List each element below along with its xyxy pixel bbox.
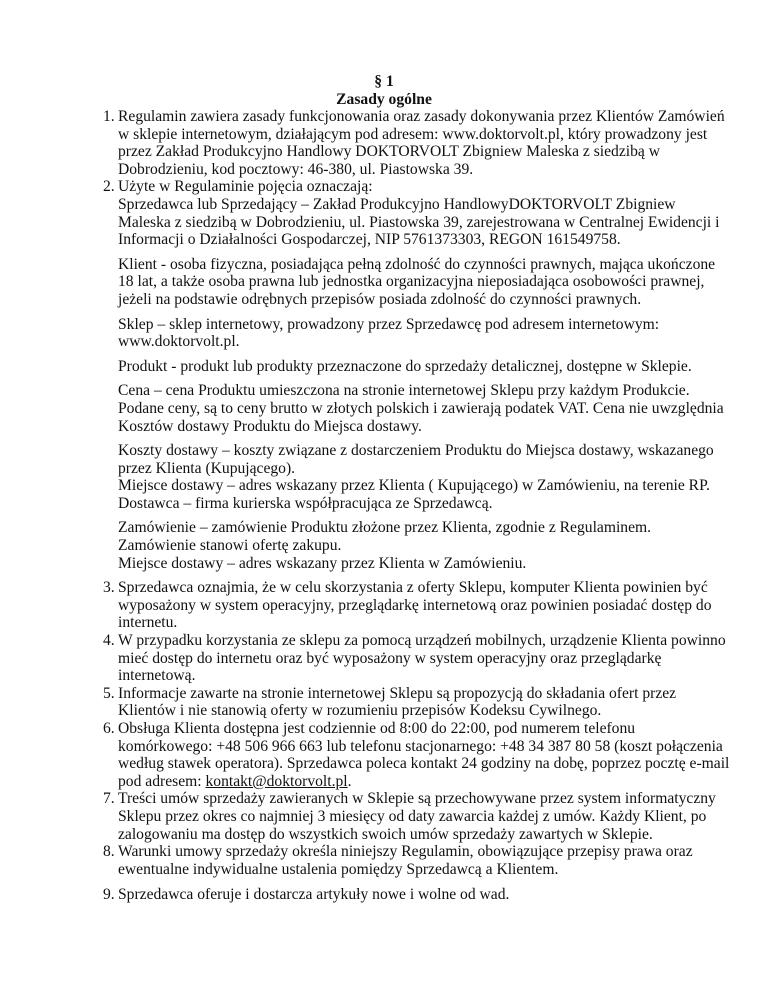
rule-number: 4. bbox=[103, 632, 115, 650]
rule-item-7 bbox=[0, 790, 730, 843]
rule-number: 8. bbox=[103, 843, 115, 861]
definition-shop: Sklep – sklep internetowy, prowadzony przez Sprzedawcę pod adresem internetowym: www.doktorvolt.pl. bbox=[118, 315, 660, 351]
rule-item-4 bbox=[0, 632, 730, 685]
rule-text: Treści umów sprzedaży zawieranych w Sklepie są przechowywane przez system informatyczny Sklepu przez okres co najmniej 3 miesięcy od daty zawarcia każdej z umów. Każdy Klient, po zalogowaniu ma dostęp do wszystkich swoich umów sprzedaży zawartych w Sklepie. bbox=[118, 790, 716, 843]
rule-item-8 bbox=[0, 843, 730, 878]
rule-number: 1. bbox=[103, 108, 115, 125]
rule-number: 9. bbox=[103, 886, 115, 904]
definition-product: Produkt - produkt lub produkty przeznaczone do sprzedaży detalicznej, dostępne w Sklepie. bbox=[118, 357, 692, 375]
rule-number: 6. bbox=[103, 720, 115, 737]
definition-price: Cena – cena Produktu umieszczona na stronie internetowej Sklepu przy każdym Produkcie. Podane ceny, są to ceny brutto w złotych polskich i zawierają podatek VAT. Cena nie uwzględnia Kosztów dostawy Produktu do Miejsca dostawy. bbox=[118, 382, 724, 435]
definition-delivery-place-2: Miejsce dostawy – adres wskazany przez Klienta w Zamówieniu. bbox=[118, 554, 527, 572]
rule-text: Sprzedawca oznajmia, że w celu skorzystania z oferty Sklepu, komputer Klienta powinien być wyposażony w system operacyjny, przeglądarkę internetową oraz powinien posiadać dostęp do internetu. bbox=[118, 579, 712, 632]
section-number: § 1 bbox=[374, 73, 394, 90]
rule-text-main: Obsługa Klienta dostępna jest codziennie od 8:00 do 22:00, pod numerem telefonu komórkowego: +48 506 966 663 lub telefonu stacjonarnego: +48 34 387 80 58 (koszt połączenia według stawek operatora). Sprzedawca poleca kontakt 24 godziny na dobę, poprzez pocztę e-mail pod adresem: bbox=[118, 720, 730, 790]
definition-delivery-cost: Koszty dostawy – koszty związane z dostarczeniem Produktu do Miejsca dostawy, wskazanego przez Klienta (Kupującego). bbox=[118, 442, 714, 477]
rule-item-6 bbox=[0, 720, 730, 790]
rule-number: 5. bbox=[103, 684, 115, 702]
rule-item-1 bbox=[0, 108, 730, 178]
definition-client: Klient - osoba fizyczna, posiadająca pełną zdolność do czynności prawnych, mająca ukończone 18 lat, a także osoba prawna lub jednostka organizacyjna nieposiadająca osobowości prawnej, jeżeli na podstawie odrębnych przepisów posiada zdolność do czynności prawnych. bbox=[118, 255, 716, 308]
rule-number: 7. bbox=[103, 790, 115, 808]
rule-text: W przypadku korzystania ze sklepu za pomocą urządzeń mobilnych, urządzenie Klienta powinno mieć dostęp do internetu oraz być wyposażony w system operacyjny oraz przeglądarkę internetową. bbox=[118, 632, 726, 685]
rule-text: Informacje zawarte na stronie internetowej Sklepu są propozycją do składania ofert przez Klientów i nie stanowią oferty w rozumieniu przepisów Kodeksu Cywilnego. bbox=[118, 684, 677, 720]
rule-text: Sprzedawca oferuje i dostarcza artykuły nowe i wolne od wad. bbox=[118, 886, 510, 904]
rule-text-end: . bbox=[347, 772, 352, 790]
definition-delivery-place: Miejsce dostawy – adres wskazany przez Klienta ( Kupującego) w Zamówieniu, na terenie RP. bbox=[118, 477, 710, 495]
definition-order: Zamówienie – zamówienie Produktu złożone przez Klienta, zgodnie z Regulaminem. bbox=[118, 519, 652, 537]
rule-number: 3. bbox=[103, 579, 115, 597]
section-title: Zasady ogólne bbox=[336, 91, 432, 108]
rules-list bbox=[0, 108, 768, 904]
rule-item-5 bbox=[0, 685, 730, 720]
rule-text bbox=[118, 720, 730, 790]
contact-email-link[interactable]: kontakt@doktorvolt.pl bbox=[205, 772, 348, 790]
definitions-intro: Użyte w Regulaminie pojęcia oznaczają: bbox=[118, 178, 373, 196]
rule-item-3 bbox=[0, 579, 730, 632]
rule-text: Regulamin zawiera zasady funkcjonowania oraz zasady dokonywania przez Klientów Zamówień w sklepie internetowym, działającym pod adresem: www.doktorvolt.pl, który prowadzony jest przez Zakład Produkcyjno Handlowy DOKTORVOLT Zbigniew Maleska z siedzibą w Dobrodzieniu, kod pocztowy: 46-380, ul. Piastowska 39. bbox=[118, 108, 725, 178]
definition-order-offer: Zamówienie stanowi ofertę zakupu. bbox=[118, 537, 342, 555]
rule-number: 2. bbox=[103, 178, 115, 196]
rule-text: Warunki umowy sprzedaży określa niniejszy Regulamin, obowiązujące przepisy prawa oraz ewentualne indywidualne ustalenia pomiędzy Sprzedawcą a Klientem. bbox=[118, 843, 693, 878]
rule-item-9 bbox=[0, 886, 730, 904]
definition-courier: Dostawca – firma kurierska współpracująca ze Sprzedawcą. bbox=[118, 494, 493, 512]
definition-seller: Sprzedawca lub Sprzedający – Zakład Produkcyjno HandlowyDOKTORVOLT Zbigniew Maleska z siedzibą w Dobrodzieniu, ul. Piastowska 39, zarejestrowana w Centralnej Ewidencji i Informacji o Działalności Gospodarczej, NIP 5761373303, REGON 161549758. bbox=[118, 195, 720, 249]
rule-item-2 bbox=[0, 178, 730, 572]
